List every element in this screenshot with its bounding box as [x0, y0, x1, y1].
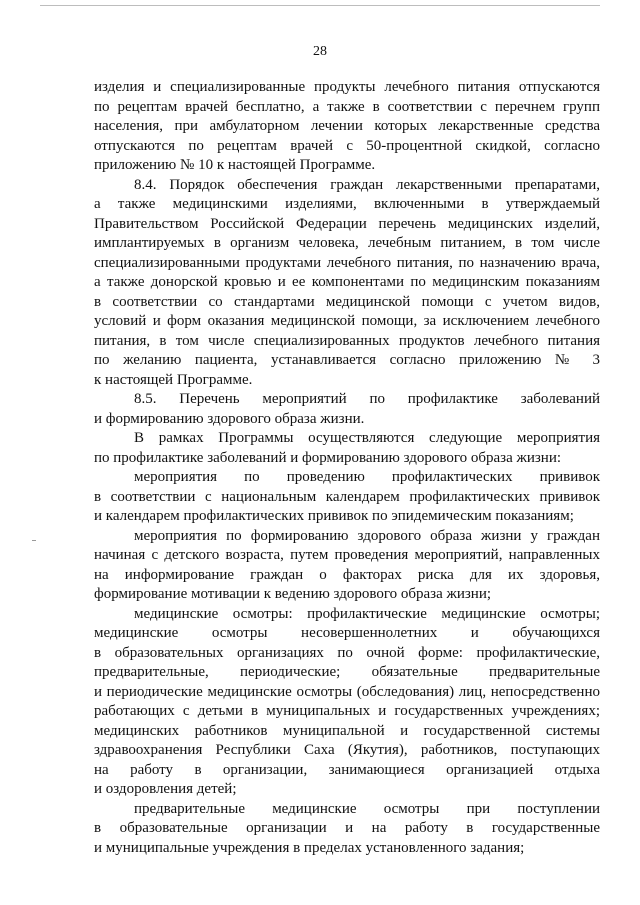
- text-line: здравоохранения Республики Саха (Якутия), работников, поступающих: [94, 742, 600, 758]
- text-line: по профилактике заболеваний и формированию здорового образа жизни:: [94, 449, 562, 466]
- text-line: условий и форм оказания медицинской помощи, за исключением лечебного: [94, 313, 600, 329]
- text-line: мероприятия по проведению профилактических прививок: [134, 469, 600, 485]
- text-line: медицинские осмотры несовершеннолетних и обучающихся: [94, 625, 600, 641]
- text-line: специализированными продуктами лечебного питания, по назначению врача,: [94, 254, 600, 271]
- text-line: населения, при амбулаторном лечении которых лекарственные средства: [94, 118, 600, 134]
- text-line: и оздоровления детей;: [94, 781, 237, 797]
- text-line: отпускаются по рецептам врачей с 50-процентной скидкой, согласно: [94, 137, 600, 154]
- text-line: 8.4. Порядок обеспечения граждан лекарственными препаратами,: [134, 176, 600, 193]
- text-line: в образовательные организации и на работу в государственные: [94, 820, 600, 836]
- text-line: Правительством Российской Федерации перечень медицинских изделий,: [94, 215, 600, 232]
- text-line: по желанию пациента, устанавливается согласно приложению № 3: [94, 352, 600, 368]
- text-line: мероприятия по формированию здорового образа жизни у граждан: [134, 527, 600, 544]
- page-number: 28: [313, 44, 327, 59]
- margin-mark: [32, 540, 36, 541]
- text-line: 8.5. Перечень мероприятий по профилактике заболеваний: [134, 391, 600, 407]
- text-line: и календарем профилактических прививок по эпидемическим показаниям;: [94, 508, 574, 524]
- text-line: и периодические медицинские осмотры (обследования) лиц, непосредственно: [94, 683, 600, 700]
- text-line: а также донорской кровью и ее компонентами по медицинским показаниям: [94, 274, 600, 290]
- text-line: в образовательных организациях по очной форме: профилактические,: [94, 644, 600, 661]
- header-rule: [40, 5, 600, 6]
- document-body: [94, 78, 600, 858]
- text-line: предварительные, периодические; обязательные предварительные: [94, 664, 600, 680]
- text-line: медицинских работников муниципальной и государственной системы: [94, 722, 600, 739]
- text-line: и формированию здорового образа жизни.: [94, 410, 365, 427]
- text-line: формирование мотивации к ведению здорового образа жизни;: [94, 586, 492, 602]
- text-line: медицинские осмотры: профилактические медицинские осмотры;: [134, 605, 600, 622]
- text-line: питания, в том числе специализированных продуктов лечебного питания: [94, 332, 600, 349]
- text-line: по рецептам врачей бесплатно, а также в соответствии с перечнем групп: [94, 98, 600, 115]
- text-line: предварительные медицинские осмотры при поступлении: [134, 800, 600, 817]
- text-line: в соответствии со стандартами медицинской помощи с учетом видов,: [94, 293, 600, 310]
- text-line: приложению № 10 к настоящей Программе.: [94, 157, 376, 173]
- text-line: на работу в организации, занимающиеся организацией отдыха: [94, 761, 600, 778]
- text-line: В рамках Программы осуществляются следующие мероприятия: [134, 430, 600, 446]
- text-line: в соответствии с национальным календарем профилактических прививок: [94, 488, 600, 505]
- text-line: на информирование граждан о факторах риска для их здоровья,: [94, 566, 600, 583]
- text-line: изделия и специализированные продукты лечебного питания отпускаются: [94, 79, 600, 95]
- text-line: а также медицинскими изделиями, включенными в утверждаемый: [94, 196, 600, 212]
- text-line: к настоящей Программе.: [94, 371, 253, 388]
- text-line: начиная с детского возраста, путем проведения мероприятий, направленных: [94, 547, 600, 563]
- text-line: имплантируемых в организм человека, лечебным питанием, в том числе: [94, 235, 600, 251]
- text-line: и муниципальные учреждения в пределах установленного задания;: [94, 839, 525, 856]
- text-line: работающих с детьми в муниципальных и государственных учреждениях;: [94, 703, 600, 719]
